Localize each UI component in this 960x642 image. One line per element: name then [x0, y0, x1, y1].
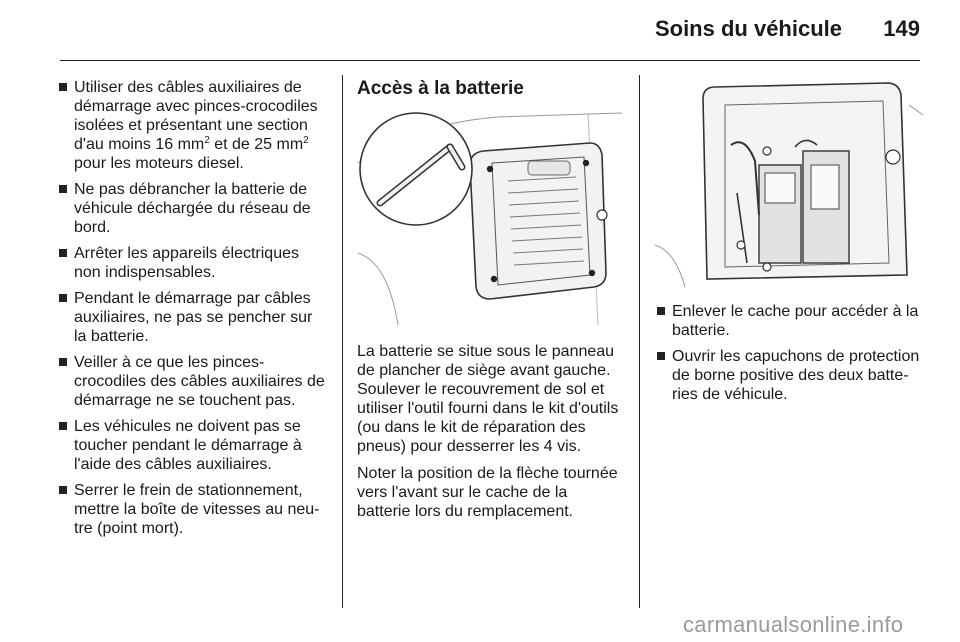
bullet-square-icon [657, 352, 665, 360]
left-bullet-list [57, 78, 329, 538]
right-column [655, 302, 923, 411]
bullet-item [57, 481, 329, 538]
bullet-square-icon [59, 249, 67, 257]
bullet-square-icon [59, 185, 67, 193]
section-title: Soins du véhicule [654, 16, 842, 41]
column-divider-left [342, 75, 343, 608]
bullet-text: Pendant le démarrage par câbles auxiliaires, ne pas se pencher sur la batterie. [74, 290, 313, 345]
paragraph: La batterie se situe sous le panneau de plancher de siège avant gauche. Soulever le recouvrement de sol et utiliser l'outil fourni dans le kit d'outils (ou dans le kit de réparation des pneus) pour desserrer les 4 vis. [357, 343, 619, 455]
bullet-item [57, 417, 329, 474]
page-header [0, 0, 960, 62]
floor-panel-drawing [358, 103, 622, 325]
floor-panel-illustration [358, 103, 622, 325]
battery-access-heading: Accès à la batterie [357, 78, 524, 99]
bullet-text: Arrêter les appareils électriques non indispensables. [74, 245, 299, 281]
column-divider-right [639, 75, 640, 608]
bullet-square-icon [59, 486, 67, 494]
bullet-square-icon [59, 83, 67, 91]
bullet-item [57, 78, 329, 173]
bullet-text: Ouvrir les capuchons de protection de borne positive des deux batte-ries de véhicule. [672, 348, 920, 403]
bullet-text: Utiliser des câbles auxiliaires de démarrage avec pinces-crocodiles isolées et présentant une section d'au moins 16 $mm^2$ et de 25 $mm^2$ pour les moteurs diesel. [74, 79, 318, 172]
battery-compartment-drawing [655, 75, 923, 287]
bullet-square-icon [59, 358, 67, 366]
watermark-logo: carmanualsonline.info [683, 612, 904, 637]
bullet-square-icon [657, 307, 665, 315]
bullet-text: Les véhicules ne doivent pas se toucher pendant le démarrage à l'aide des câbles auxiliaires. [74, 418, 302, 473]
paragraph: Noter la position de la flèche tournée vers l'avant sur le cache de la batterie lors du remplacement. [357, 465, 618, 520]
page-number: 149 [883, 16, 920, 41]
bullet-text: Ne pas débrancher la batterie de véhicule déchargée du réseau de bord. [74, 181, 311, 236]
bullet-item [57, 289, 329, 346]
bullet-square-icon [59, 422, 67, 430]
bullet-item [57, 353, 329, 410]
bullet-item [57, 244, 329, 282]
bullet-item [655, 347, 923, 404]
right-bullet-list [655, 302, 923, 404]
left-column [57, 78, 329, 545]
bullet-item [655, 302, 923, 340]
bullet-text: Enlever le cache pour accéder à la batterie. [672, 303, 919, 339]
bullet-text: Veiller à ce que les pinces-crocodiles des câbles auxiliaires de démarrage ne se touchent pas. [74, 354, 325, 409]
header-rule [60, 60, 920, 61]
bullet-item [57, 180, 329, 237]
bullet-square-icon [59, 294, 67, 302]
bullet-text: Serrer le frein de stationnement, mettre la boîte de vitesses au neu-tre (point mort). [74, 482, 320, 537]
battery-compartment-illustration [655, 75, 923, 287]
